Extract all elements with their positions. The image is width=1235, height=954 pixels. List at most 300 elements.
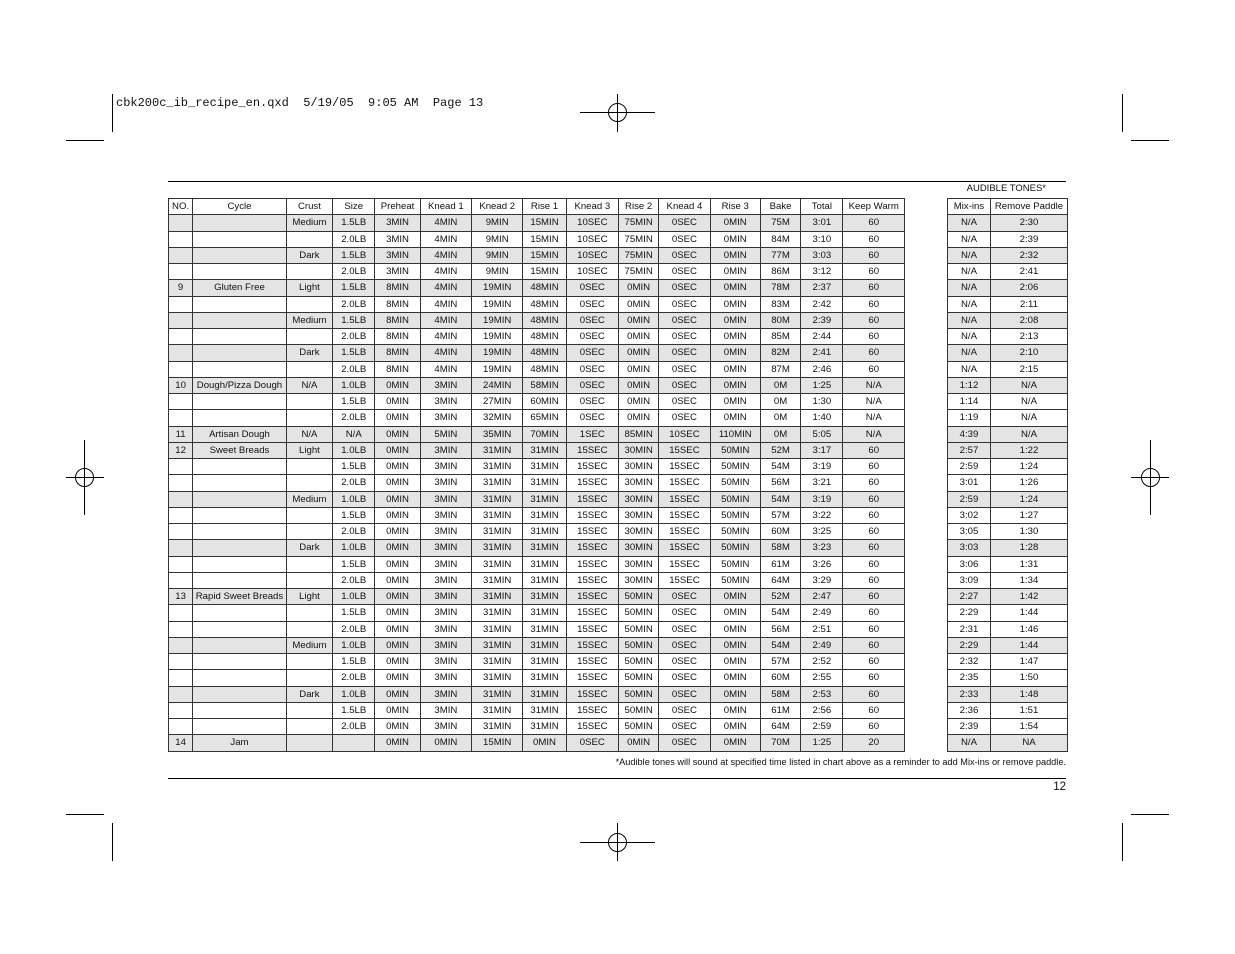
- table-cell: 2:39: [991, 231, 1068, 247]
- crop-mark: [1131, 140, 1169, 141]
- table-cell: 0MIN: [375, 686, 420, 702]
- table-row: [948, 410, 1068, 426]
- table-cell: [193, 524, 287, 540]
- table-cell: 2.0LB: [333, 231, 375, 247]
- table-cell: 15SEC: [566, 507, 618, 523]
- column-header: Crust: [286, 199, 332, 215]
- table-cell: 54M: [760, 491, 800, 507]
- table-cell: Light: [286, 589, 332, 605]
- table-cell: 52M: [760, 589, 800, 605]
- table-cell: 15MIN: [523, 215, 566, 231]
- table-cell: 75MIN: [618, 231, 658, 247]
- table-cell: 1:25: [801, 735, 843, 751]
- table-cell: 82M: [760, 345, 800, 361]
- table-row: [169, 394, 905, 410]
- table-row: [169, 264, 905, 280]
- table-cell: N/A: [948, 361, 991, 377]
- table-cell: 75MIN: [618, 264, 658, 280]
- table-row: [948, 507, 1068, 523]
- table-cell: 0MIN: [618, 312, 658, 328]
- table-cell: 0SEC: [566, 377, 618, 393]
- table-cell: N/A: [843, 410, 905, 426]
- table-cell: 15SEC: [659, 507, 710, 523]
- table-cell: 1:50: [991, 670, 1068, 686]
- table-cell: 0MIN: [710, 702, 760, 718]
- table-cell: 85MIN: [618, 426, 658, 442]
- table-cell: Medium: [286, 215, 332, 231]
- table-cell: 50MIN: [618, 605, 658, 621]
- table-cell: N/A: [991, 410, 1068, 426]
- table-cell: 10SEC: [659, 426, 710, 442]
- table-cell: 0MIN: [618, 361, 658, 377]
- table-cell: N/A: [991, 426, 1068, 442]
- table-cell: 0SEC: [659, 312, 710, 328]
- table-cell: 50MIN: [710, 572, 760, 588]
- table-cell: N/A: [948, 735, 991, 751]
- table-row: [169, 345, 905, 361]
- table-cell: 3MIN: [420, 491, 471, 507]
- table-cell: N/A: [948, 296, 991, 312]
- table-cell: 0MIN: [710, 719, 760, 735]
- table-cell: 4MIN: [420, 215, 471, 231]
- table-cell: 60: [843, 264, 905, 280]
- bottom-rule: [168, 778, 1066, 779]
- table-cell: 13: [169, 589, 193, 605]
- table-cell: 0SEC: [566, 410, 618, 426]
- table-cell: [169, 247, 193, 263]
- table-cell: 15SEC: [566, 442, 618, 458]
- table-cell: 60: [843, 524, 905, 540]
- table-cell: 2.0LB: [333, 361, 375, 377]
- table-row: [948, 605, 1068, 621]
- table-cell: [193, 637, 287, 653]
- table-cell: 15SEC: [659, 442, 710, 458]
- table-cell: 58M: [760, 686, 800, 702]
- table-cell: 15MIN: [523, 231, 566, 247]
- table-cell: 3:01: [801, 215, 843, 231]
- table-cell: 2.0LB: [333, 719, 375, 735]
- table-cell: 50MIN: [618, 670, 658, 686]
- table-cell: 0MIN: [710, 361, 760, 377]
- table-row: [169, 605, 905, 621]
- table-cell: [193, 312, 287, 328]
- table-cell: 4MIN: [420, 329, 471, 345]
- table-cell: Jam: [193, 735, 287, 751]
- table-cell: 3MIN: [420, 507, 471, 523]
- table-cell: 2:30: [991, 215, 1068, 231]
- table-cell: 8MIN: [375, 361, 420, 377]
- table-row: [948, 524, 1068, 540]
- table-cell: 15SEC: [566, 670, 618, 686]
- table-row: [169, 475, 905, 491]
- table-row: [169, 540, 905, 556]
- table-cell: 31MIN: [472, 507, 523, 523]
- table-cell: 1.5LB: [333, 507, 375, 523]
- table-cell: 0SEC: [659, 361, 710, 377]
- table-cell: 0SEC: [659, 247, 710, 263]
- table-cell: 10SEC: [566, 247, 618, 263]
- table-cell: Gluten Free: [193, 280, 287, 296]
- table-row: [948, 377, 1068, 393]
- table-cell: 31MIN: [523, 442, 566, 458]
- table-cell: 2:55: [801, 670, 843, 686]
- table-cell: [193, 605, 287, 621]
- table-cell: 2:27: [948, 589, 991, 605]
- table-cell: 0SEC: [659, 654, 710, 670]
- table-cell: 3:29: [801, 572, 843, 588]
- table-row: [169, 215, 905, 231]
- table-cell: Dark: [286, 540, 332, 556]
- table-cell: 70M: [760, 735, 800, 751]
- table-row: [948, 589, 1068, 605]
- table-cell: 3MIN: [420, 394, 471, 410]
- table-cell: 54M: [760, 459, 800, 475]
- table-cell: 1:31: [991, 556, 1068, 572]
- table-cell: 0MIN: [710, 589, 760, 605]
- registration-circle-icon: [608, 103, 627, 122]
- table-cell: 0MIN: [710, 345, 760, 361]
- table-cell: 2:31: [948, 621, 991, 637]
- table-cell: 0MIN: [375, 589, 420, 605]
- table-cell: [169, 345, 193, 361]
- table-cell: 0MIN: [420, 735, 471, 751]
- table-cell: 54M: [760, 637, 800, 653]
- table-cell: 0MIN: [375, 719, 420, 735]
- table-cell: 3:22: [801, 507, 843, 523]
- table-cell: 2:39: [948, 719, 991, 735]
- table-cell: 0MIN: [710, 231, 760, 247]
- table-cell: [169, 231, 193, 247]
- table-cell: [286, 231, 332, 247]
- table-cell: [169, 524, 193, 540]
- table-cell: 1:46: [991, 621, 1068, 637]
- table-cell: 9: [169, 280, 193, 296]
- table-cell: [193, 654, 287, 670]
- table-cell: [193, 556, 287, 572]
- table-cell: 3MIN: [420, 670, 471, 686]
- table-cell: 3:25: [801, 524, 843, 540]
- crop-mark: [1122, 823, 1123, 861]
- table-cell: 48MIN: [523, 296, 566, 312]
- table-cell: 2.0LB: [333, 670, 375, 686]
- table-cell: 3MIN: [375, 264, 420, 280]
- table-cell: 2:52: [801, 654, 843, 670]
- table-cell: 60: [843, 280, 905, 296]
- table-row: [169, 686, 905, 702]
- table-cell: 24MIN: [472, 377, 523, 393]
- table-cell: [169, 329, 193, 345]
- table-cell: 31MIN: [523, 670, 566, 686]
- table-cell: 0SEC: [566, 329, 618, 345]
- table-cell: 0SEC: [659, 621, 710, 637]
- table-cell: 0MIN: [375, 735, 420, 751]
- table-cell: [193, 702, 287, 718]
- table-cell: 0MIN: [710, 215, 760, 231]
- table-cell: 2:44: [801, 329, 843, 345]
- table-cell: [169, 556, 193, 572]
- table-cell: 50MIN: [618, 702, 658, 718]
- table-cell: 1.0LB: [333, 589, 375, 605]
- table-cell: 32MIN: [472, 410, 523, 426]
- table-cell: 4MIN: [420, 296, 471, 312]
- table-cell: 0MIN: [375, 442, 420, 458]
- table-cell: 0SEC: [566, 394, 618, 410]
- table-cell: [286, 556, 332, 572]
- table-cell: 4MIN: [420, 345, 471, 361]
- table-cell: 1:22: [991, 442, 1068, 458]
- table-cell: [193, 215, 287, 231]
- table-cell: 60: [843, 719, 905, 735]
- table-row: [948, 654, 1068, 670]
- table-cell: 1:30: [801, 394, 843, 410]
- crop-mark: [66, 140, 104, 141]
- table-cell: [169, 475, 193, 491]
- table-cell: N/A: [991, 394, 1068, 410]
- table-cell: [193, 686, 287, 702]
- file-slug: cbk200c_ib_recipe_en.qxd 5/19/05 9:05 AM Page 13: [116, 96, 484, 110]
- table-cell: 1.5LB: [333, 312, 375, 328]
- table-cell: 60: [843, 459, 905, 475]
- table-row: [169, 329, 905, 345]
- table-cell: 60: [843, 670, 905, 686]
- table-cell: 31MIN: [523, 621, 566, 637]
- table-cell: 3:02: [948, 507, 991, 523]
- table-cell: 0MIN: [375, 394, 420, 410]
- table-cell: 1.0LB: [333, 637, 375, 653]
- table-cell: 15SEC: [659, 459, 710, 475]
- table-cell: 0M: [760, 394, 800, 410]
- table-cell: 3:19: [801, 491, 843, 507]
- column-header: Total: [801, 199, 843, 215]
- table-row: [948, 215, 1068, 231]
- table-cell: 0MIN: [710, 670, 760, 686]
- table-cell: 15SEC: [566, 572, 618, 588]
- table-cell: 12: [169, 442, 193, 458]
- table-cell: 2:59: [948, 491, 991, 507]
- column-header: Mix-ins: [948, 199, 991, 215]
- table-cell: N/A: [333, 426, 375, 442]
- table-row: [948, 556, 1068, 572]
- table-cell: 70MIN: [523, 426, 566, 442]
- table-cell: 1:48: [991, 686, 1068, 702]
- table-cell: 1:51: [991, 702, 1068, 718]
- table-cell: [169, 215, 193, 231]
- table-cell: 2:57: [948, 442, 991, 458]
- table-row: [169, 247, 905, 263]
- table-row: [948, 296, 1068, 312]
- table-cell: 15SEC: [659, 475, 710, 491]
- table-cell: 1:25: [801, 377, 843, 393]
- table-cell: 31MIN: [472, 540, 523, 556]
- table-row: [169, 719, 905, 735]
- table-cell: 3MIN: [420, 589, 471, 605]
- table-cell: 2:51: [801, 621, 843, 637]
- table-cell: 1:28: [991, 540, 1068, 556]
- table-cell: 60: [843, 491, 905, 507]
- table-cell: 61M: [760, 556, 800, 572]
- table-cell: 3:03: [801, 247, 843, 263]
- table-cell: [286, 296, 332, 312]
- table-cell: 0SEC: [659, 735, 710, 751]
- table-cell: 48MIN: [523, 312, 566, 328]
- table-cell: 1.0LB: [333, 540, 375, 556]
- table-cell: 0MIN: [710, 410, 760, 426]
- table-cell: 57M: [760, 654, 800, 670]
- table-cell: 3:19: [801, 459, 843, 475]
- table-cell: 1.5LB: [333, 247, 375, 263]
- table-cell: 0MIN: [375, 524, 420, 540]
- table-cell: 2:33: [948, 686, 991, 702]
- table-cell: 2.0LB: [333, 524, 375, 540]
- table-cell: 0MIN: [710, 686, 760, 702]
- table-cell: 1.5LB: [333, 215, 375, 231]
- table-cell: 1:26: [991, 475, 1068, 491]
- table-row: [169, 312, 905, 328]
- table-cell: 15SEC: [566, 719, 618, 735]
- table-cell: 31MIN: [472, 491, 523, 507]
- table-cell: 15SEC: [566, 686, 618, 702]
- table-cell: N/A: [948, 231, 991, 247]
- table-cell: [193, 361, 287, 377]
- table-cell: 31MIN: [523, 524, 566, 540]
- table-cell: 48MIN: [523, 345, 566, 361]
- table-cell: 15SEC: [566, 459, 618, 475]
- table-cell: 0MIN: [375, 572, 420, 588]
- table-cell: 3MIN: [420, 605, 471, 621]
- table-cell: 58M: [760, 540, 800, 556]
- table-cell: [169, 605, 193, 621]
- table-cell: 60: [843, 702, 905, 718]
- table-cell: 15SEC: [659, 556, 710, 572]
- table-cell: 31MIN: [523, 719, 566, 735]
- table-cell: [169, 459, 193, 475]
- table-cell: 60: [843, 345, 905, 361]
- table-cell: 5:05: [801, 426, 843, 442]
- table-cell: 60: [843, 637, 905, 653]
- table-cell: 1.0LB: [333, 377, 375, 393]
- column-header: Rise 1: [523, 199, 566, 215]
- table-cell: 15MIN: [523, 264, 566, 280]
- table-cell: 0MIN: [618, 329, 658, 345]
- table-cell: 0MIN: [375, 654, 420, 670]
- table-cell: 0MIN: [375, 605, 420, 621]
- table-row: [169, 702, 905, 718]
- table-cell: 10SEC: [566, 215, 618, 231]
- table-cell: 3:05: [948, 524, 991, 540]
- table-cell: 0MIN: [375, 621, 420, 637]
- table-cell: [169, 264, 193, 280]
- table-row: [948, 735, 1068, 751]
- table-cell: 3:26: [801, 556, 843, 572]
- table-cell: 15SEC: [566, 540, 618, 556]
- table-cell: [286, 572, 332, 588]
- audible-tones-title: AUDIBLE TONES*: [966, 183, 1046, 194]
- table-cell: 60: [843, 540, 905, 556]
- table-cell: 3:09: [948, 572, 991, 588]
- table-cell: [169, 702, 193, 718]
- table-cell: 31MIN: [472, 572, 523, 588]
- table-cell: 60M: [760, 524, 800, 540]
- table-cell: 15SEC: [566, 524, 618, 540]
- table-cell: 3MIN: [420, 540, 471, 556]
- table-cell: 1.0LB: [333, 686, 375, 702]
- table-cell: N/A: [286, 426, 332, 442]
- table-cell: 2.0LB: [333, 264, 375, 280]
- table-cell: 31MIN: [472, 702, 523, 718]
- table-cell: 61M: [760, 702, 800, 718]
- table-cell: 60: [843, 556, 905, 572]
- table-cell: [193, 491, 287, 507]
- table-cell: [193, 410, 287, 426]
- table-cell: 1.0LB: [333, 491, 375, 507]
- table-cell: 50MIN: [710, 442, 760, 458]
- table-cell: [193, 572, 287, 588]
- table-cell: 3:03: [948, 540, 991, 556]
- table-cell: 0SEC: [659, 215, 710, 231]
- table-cell: 20: [843, 735, 905, 751]
- column-header: Rise 3: [710, 199, 760, 215]
- table-cell: 1:34: [991, 572, 1068, 588]
- table-cell: 15SEC: [566, 654, 618, 670]
- table-cell: 1:27: [991, 507, 1068, 523]
- table-cell: 1:54: [991, 719, 1068, 735]
- table-cell: 0MIN: [710, 264, 760, 280]
- table-cell: 30MIN: [618, 524, 658, 540]
- table-row: [169, 670, 905, 686]
- table-cell: 60: [843, 296, 905, 312]
- table-cell: 30MIN: [618, 442, 658, 458]
- table-cell: [169, 491, 193, 507]
- table-cell: 15SEC: [659, 572, 710, 588]
- table-cell: [286, 475, 332, 491]
- table-cell: 0SEC: [659, 670, 710, 686]
- table-cell: [169, 540, 193, 556]
- column-header: Remove Paddle: [991, 199, 1068, 215]
- table-cell: 0MIN: [710, 654, 760, 670]
- table-row: [948, 621, 1068, 637]
- table-cell: 31MIN: [523, 556, 566, 572]
- footnote: *Audible tones will sound at specified time listed in chart above as a reminder to add Mix-ins or remove paddle.: [615, 757, 1066, 767]
- table-cell: Medium: [286, 491, 332, 507]
- table-cell: 1:42: [991, 589, 1068, 605]
- table-cell: 15SEC: [659, 540, 710, 556]
- table-cell: 60: [843, 572, 905, 588]
- table-cell: 3MIN: [420, 524, 471, 540]
- table-cell: 4MIN: [420, 312, 471, 328]
- table-cell: 65MIN: [523, 410, 566, 426]
- table-cell: 0MIN: [618, 296, 658, 312]
- table-cell: 86M: [760, 264, 800, 280]
- table-cell: 30MIN: [618, 475, 658, 491]
- table-cell: 3:12: [801, 264, 843, 280]
- table-cell: 3:17: [801, 442, 843, 458]
- table-cell: N/A: [843, 377, 905, 393]
- table-cell: 0MIN: [375, 475, 420, 491]
- table-cell: 1:14: [948, 394, 991, 410]
- table-cell: 30MIN: [618, 459, 658, 475]
- table-row: [948, 264, 1068, 280]
- table-row: [169, 637, 905, 653]
- table-cell: 31MIN: [472, 637, 523, 653]
- table-cell: 31MIN: [472, 605, 523, 621]
- table-cell: 0M: [760, 377, 800, 393]
- table-cell: 9MIN: [472, 231, 523, 247]
- table-row: [169, 621, 905, 637]
- table-cell: 58MIN: [523, 377, 566, 393]
- table-cell: 0SEC: [566, 345, 618, 361]
- table-cell: [193, 459, 287, 475]
- table-row: [169, 280, 905, 296]
